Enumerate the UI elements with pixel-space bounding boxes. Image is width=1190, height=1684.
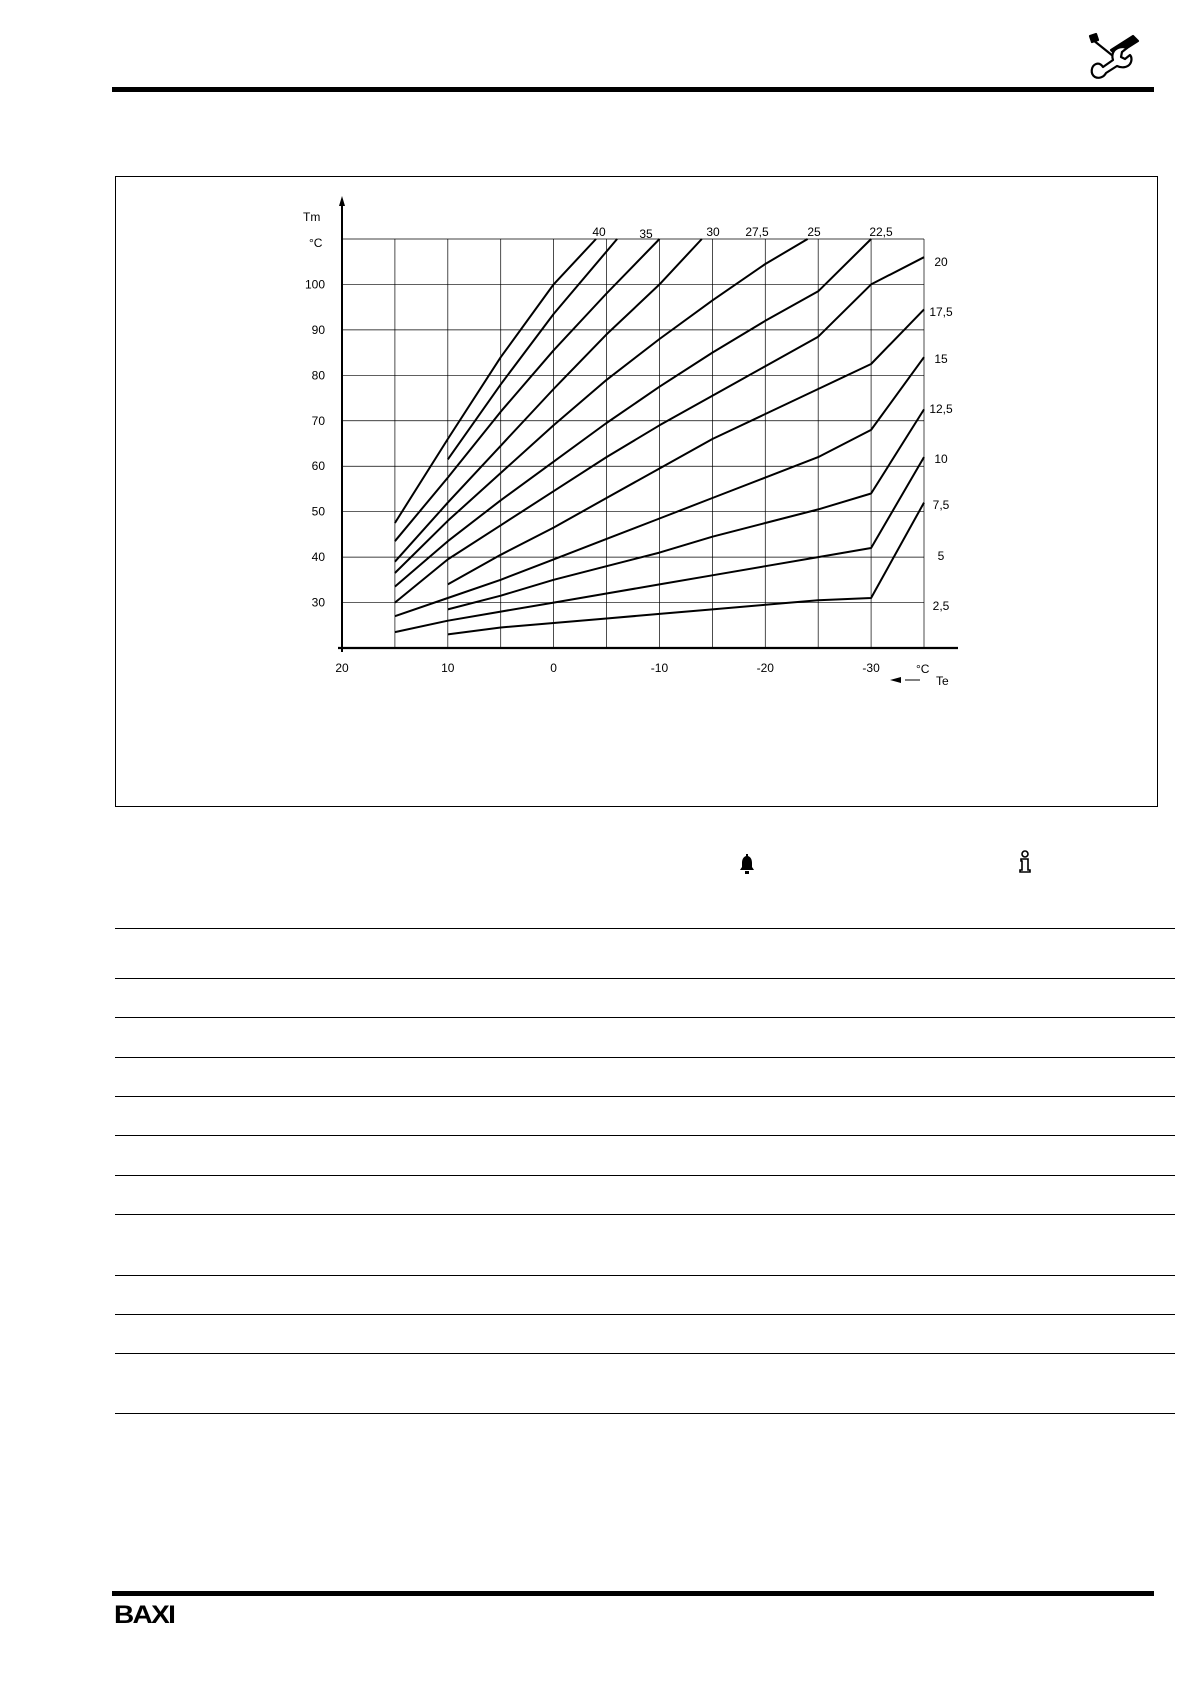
curve-label: 7,5 [932,498,950,512]
y-tick-label: 30 [311,595,325,610]
y-tick-label: 40 [311,550,325,565]
table-rule [115,978,1175,979]
y-axis-title: Tm [303,210,321,224]
info-icon [1018,850,1032,874]
y-tick-label: 70 [311,413,325,428]
table-rule [115,1214,1175,1215]
curve-label: 25 [807,225,821,239]
x-tick-label: 20 [335,661,349,675]
table-rule [115,1314,1175,1315]
table-rule [115,1353,1175,1354]
curve-label: 15 [934,352,948,366]
curve-label: 10 [934,452,948,466]
curve-label: 35 [639,227,653,241]
y-axis-unit: °C [309,236,323,250]
x-axis-title: Te [936,674,949,688]
table-rule [115,1135,1175,1136]
y-tick-label: 50 [311,504,325,519]
curve-label: 17,5 [929,305,953,319]
curve-label: 12,5 [929,402,953,416]
header-rule [112,87,1154,92]
chart-frame [115,176,1158,807]
y-tick-label: 100 [304,277,325,292]
curve-label: 2,5 [932,599,950,613]
bell-icon [738,852,756,874]
curve-label: 30 [706,225,720,239]
x-tick-label: -10 [650,661,669,675]
x-tick-label: -20 [756,661,774,675]
table-rule [115,1096,1175,1097]
curve-label: 22,5 [869,225,893,239]
y-tick-label: 80 [311,368,325,383]
x-tick-label: 0 [550,661,557,675]
curve-label: 27,5 [745,225,769,239]
table-rule [115,1017,1175,1018]
table-rule [115,1175,1175,1176]
table-rule [115,1057,1175,1058]
table-rule [115,1413,1175,1414]
tools-icon [1085,28,1143,84]
curve-label: 40 [592,225,606,239]
baxi-logo: BAXI [114,1601,175,1629]
table-rule [115,1275,1175,1276]
x-tick-label: 10 [441,661,455,675]
table-rule [115,928,1175,929]
curve-label: 5 [937,549,945,563]
x-axis-unit: °C [916,662,930,676]
y-tick-label: 60 [311,459,325,474]
x-tick-label: -30 [862,661,880,675]
curve-label: 20 [934,255,948,269]
y-tick-label: 90 [311,322,325,337]
footer-rule [112,1591,1154,1596]
